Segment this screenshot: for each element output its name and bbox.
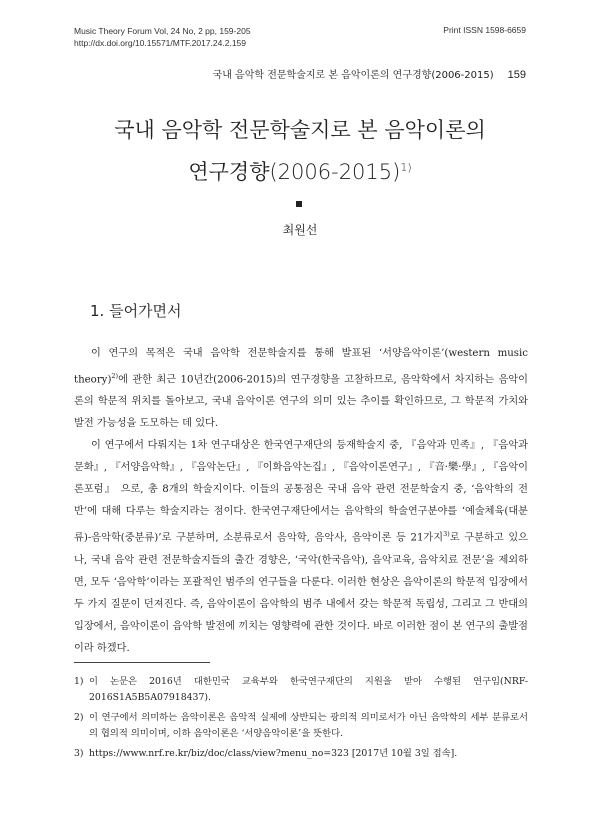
footnote-marker[interactable]: 3)	[443, 530, 450, 539]
footnote-divider	[74, 662, 210, 663]
running-head-title: 국내 음악학 전문학술지로 본 음악이론의 연구경향(2006-2015)	[212, 70, 494, 81]
footnote-number: 2)	[74, 712, 84, 723]
journal-citation: Music Theory Forum Vol, 24 No, 2 pp, 159-205	[74, 26, 251, 36]
footnote-link[interactable]: https://www.nrf.re.kr/biz/doc/class/view?menu_no=323 [2017년 10월 3일 접속].	[89, 748, 458, 759]
section-heading: 1. 들어가면서	[90, 302, 182, 320]
footnote-marker[interactable]: 2)	[111, 372, 119, 380]
author-name: 최원선	[282, 223, 318, 237]
doi-link[interactable]: http://dx.doi.org/10.15571/MTF.2017.24.2.159	[74, 38, 247, 48]
footnote-text: 이 논문은 2016년 대한민국 교육부와 한국연구재단의 지원을 받아 수행된 연구임(NRF-2016S1A5B5A07918437).	[89, 676, 528, 703]
paragraph-text: 이 연구의 목적은 국내 음악학 전문학술지를 통해 발표된 ‘서양음악이론’(western music theory)	[74, 348, 528, 386]
footnote	[74, 746, 528, 762]
page-number: 159	[507, 69, 526, 81]
footnote-number: 3)	[74, 748, 84, 759]
title-line-1: 국내 음악학 전문학술지로 본 음악이론의	[114, 118, 486, 142]
footnote-number: 1)	[74, 676, 84, 687]
running-head	[213, 66, 526, 81]
footnotes	[74, 674, 528, 766]
footnote-text: 이 연구에서 의미하는 음악이론은 음악적 실제에 상반되는 광의적 의미로서가 아닌 음악학의 세부 분류로서의 협의적 의미이며, 이하 음악이론은 ‘서양음악이론’을 뜻한다.	[89, 712, 528, 739]
title-line-2-text: 연구경향(2006-2015)	[188, 160, 401, 184]
title-footnote-marker[interactable]: 1)	[400, 161, 412, 174]
journal-header	[74, 25, 251, 49]
paragraph-text: 로 구분하고 있으나, 국내 음악 관련 전문학술지들의 출간 경향은, ‘국악(한국음악), 음악교육, 음악치료 전문’을 제외하면, 모두 ‘음악학’이라는 포괄적인 범주의 연구들을 다룬다. 이러한 현상은 음악이론의 학문적 입장에서 두 가지 질문이 던져진다. 즉, 음악이론이 음악학의 범주 내에서 갖는 학문적 독립성, 그리고 그 반대의 입장에서, 음악이론이 음악학 발전에 끼치는 영향력에 관한 것이다. 바로 이러한 점이 본 연구의 출발점이라 하겠다.	[74, 532, 528, 654]
paragraph-text: 이 연구에서 다뤄지는 1차 연구대상은 한국연구재단의 등재학술지 중, 『음악과 민족』, 『음악과 문화』, 『서양음악학』, 『음악논단』, 『이화음악논집』, 『음악이론연구』, 『音·樂·學』, 『음악이론포럼』 으로, 총 8개의 학술지이다. 이들의 공통점은 국내 음악 관련 전문학술지 중, ‘음악학의 전반’에 대해 다루는 학술지라는 점이다. 한국연구재단에서는 음악학의 학술연구분야를 ‘예술체육(대분류)-음악학(중분류)’로 구분하며, 소분류로서 음악학, 음악사, 음악이론 등 21가지	[74, 440, 529, 544]
title-line-2	[60, 149, 540, 191]
issn-label: Print ISSN 1598-6659	[443, 25, 526, 35]
body-text	[74, 343, 528, 660]
paragraph	[74, 435, 528, 659]
paragraph	[74, 343, 528, 435]
footnote	[74, 710, 528, 742]
paragraph-text: 에 관한 최근 10년간(2006-2015)의 연구경향을 고찰하므로, 음악학에서 차지하는 음악이론의 학문적 위치를 돌아보고, 국내 음악이론 연구의 의미 있는 추이를 확인하므로, 그 학문적 가치와 발전 가능성을 도모하는 데 있다.	[74, 374, 528, 430]
footnote	[74, 674, 528, 706]
article-title	[60, 112, 540, 191]
title-separator-square	[296, 201, 302, 207]
